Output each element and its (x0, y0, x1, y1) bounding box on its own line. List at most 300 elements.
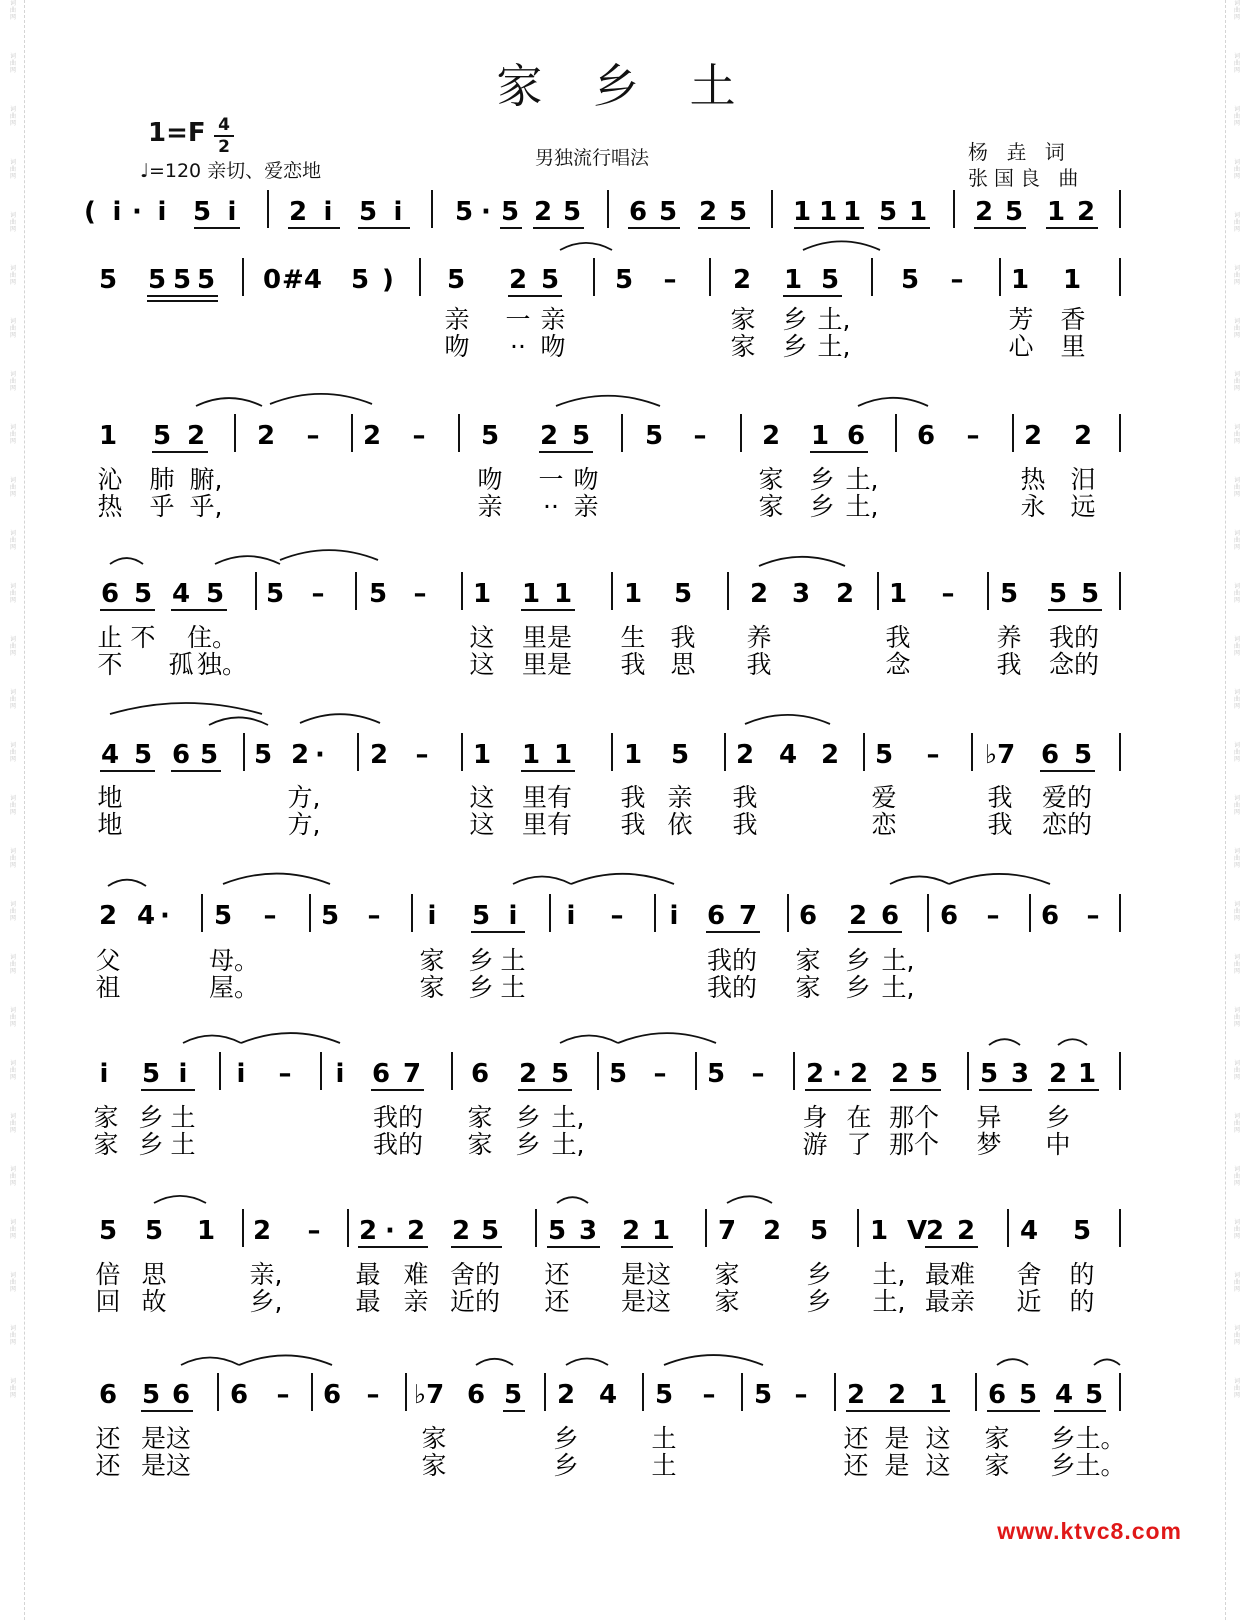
slur (566, 1358, 608, 1365)
lyric-syllable: 独。 (196, 650, 248, 679)
lyric-syllable: 土, (872, 1260, 906, 1289)
lyric-syllable: 乡 (809, 492, 835, 521)
lyric-syllable: 吻 (444, 332, 470, 361)
lyric-syllable: 乡 (1045, 1103, 1071, 1132)
note: 5 (673, 579, 693, 609)
lyric-syllable: 我的 (706, 946, 758, 975)
note: – (415, 740, 429, 770)
lyric-syllable: 这 (469, 623, 495, 652)
lyric-syllable: 我 (620, 810, 646, 839)
lyric-syllable: 依 (667, 810, 693, 839)
note: – (307, 1216, 321, 1246)
slur (949, 874, 1050, 884)
note: 5 (172, 265, 192, 295)
lyric-syllable: 思 (670, 650, 696, 679)
tempo-marking: ♩=120 亲切、爱恋地 (140, 160, 322, 182)
lyric-syllable: 乡 (806, 1287, 832, 1316)
lyric-syllable: 亲 (444, 305, 470, 334)
note: 2 (749, 579, 769, 609)
note: 2 (98, 901, 118, 931)
lyric-syllable: 家 (730, 305, 756, 334)
note: 2 (252, 1216, 272, 1246)
lyric-syllable: 家 (730, 332, 756, 361)
note: 5 (147, 265, 167, 295)
note: 6 (371, 1059, 391, 1089)
note: 2 (186, 421, 206, 451)
slur (110, 558, 143, 564)
note: 5 (753, 1380, 773, 1410)
note: 6 (98, 1380, 118, 1410)
slur (108, 880, 146, 886)
note: 4 (598, 1380, 618, 1410)
note: 2 (369, 740, 389, 770)
note: 4 (1054, 1380, 1074, 1410)
note: 2 (256, 421, 276, 451)
note: 5 (98, 265, 118, 295)
slur (557, 1197, 588, 1203)
lyric-syllable: 土, (872, 1287, 906, 1316)
note: i (508, 901, 518, 931)
lyric-syllable: 香 (1060, 305, 1086, 334)
lyric-syllable: 沁 (97, 465, 123, 494)
note: i (323, 197, 333, 227)
note: 1 (98, 421, 118, 451)
note: 1 (553, 740, 573, 770)
lyric-syllable: 我 (732, 783, 758, 812)
slur (759, 557, 845, 566)
lyric-syllable: 的 (1069, 1260, 1095, 1289)
note: – (663, 265, 677, 295)
note: 4 (171, 579, 191, 609)
lyric-syllable: 乡, (249, 1287, 283, 1316)
lyric-syllable: 我的 (1048, 623, 1100, 652)
slur (560, 1036, 618, 1043)
lyric-syllable: 里有 (521, 810, 573, 839)
lyric-syllable: 身 (802, 1103, 828, 1132)
lyric-syllable: 念的 (1048, 650, 1100, 679)
note: · (832, 1059, 842, 1089)
lyric-syllable: 是这 (140, 1451, 192, 1480)
note: 2 (974, 197, 994, 227)
lyric-syllable: 屋。 (208, 973, 260, 1002)
lyric-syllable: 汨 (1070, 465, 1096, 494)
lyric-syllable: 我 (996, 650, 1022, 679)
lyric-syllable: 永 (1020, 492, 1046, 521)
lyric-syllable: 乡 (553, 1451, 579, 1480)
lyric-syllable: 我 (885, 623, 911, 652)
note: 6 (171, 1380, 191, 1410)
note: 5 (503, 1380, 523, 1410)
lyric-syllable: 游 (802, 1130, 828, 1159)
lyric-syllable: 舍 (1016, 1260, 1042, 1289)
lyric-syllable: 还 (544, 1287, 570, 1316)
time-signature-top: 4 (218, 115, 230, 135)
slur (560, 243, 612, 250)
note: 2 (762, 1216, 782, 1246)
lyric-syllable: 土 (500, 946, 526, 975)
lyric-syllable: 土, (817, 332, 851, 361)
lyric-syllable: 家 (984, 1424, 1010, 1453)
lyric-syllable: 乡 (845, 946, 871, 975)
lyric-syllable: 乡 (782, 332, 808, 361)
lyric-syllable: 家 (93, 1130, 119, 1159)
note: 2 (890, 1059, 910, 1089)
lyric-syllable: 我 (987, 810, 1013, 839)
note: 7 (717, 1216, 737, 1246)
note: 5 (540, 265, 560, 295)
note: 5 (141, 1380, 161, 1410)
lyric-syllable: 地 (97, 783, 123, 812)
lyric-syllable: 生 (620, 623, 646, 652)
note: 2 (518, 1059, 538, 1089)
note: 6 (916, 421, 936, 451)
note: i (227, 197, 237, 227)
note: 2 (533, 197, 553, 227)
lyric-syllable: 我 (987, 783, 1013, 812)
note: 5 (480, 421, 500, 451)
note: 5 (1018, 1380, 1038, 1410)
lyric-syllable: 家 (795, 946, 821, 975)
lyric-syllable: 在 (846, 1103, 872, 1132)
lyric-syllable: 不 (130, 623, 156, 652)
note: – (1086, 901, 1100, 931)
lyric-syllable: 乡 (809, 465, 835, 494)
note: 1 (472, 579, 492, 609)
lyric-syllable: 家 (419, 973, 445, 1002)
note: 1 (521, 579, 541, 609)
note: – (413, 579, 427, 609)
note: 4 (778, 740, 798, 770)
note: 4 (1019, 1216, 1039, 1246)
note: 5 (350, 265, 370, 295)
note: 1 (1010, 265, 1030, 295)
note: 6 (798, 901, 818, 931)
lyric-syllable: 乡 (806, 1260, 832, 1289)
note: 5 (614, 265, 634, 295)
note: 5 (253, 740, 273, 770)
note: 5 (1073, 740, 1093, 770)
lyric-syllable: 土, (551, 1130, 585, 1159)
note: – (366, 1380, 380, 1410)
note: 2 (849, 1059, 869, 1089)
note: 1 (623, 740, 643, 770)
note: 5 (874, 740, 894, 770)
lyric-syllable: 我 (670, 623, 696, 652)
note: 5 (133, 740, 153, 770)
note: 6 (628, 197, 648, 227)
slur (664, 1355, 763, 1365)
lyric-syllable: 住。 (186, 623, 238, 652)
slur (997, 1359, 1028, 1365)
lyric-syllable: 土 (170, 1130, 196, 1159)
lyric-syllable: 远 (1070, 492, 1096, 521)
note: 2 (556, 1380, 576, 1410)
note: – (276, 1380, 290, 1410)
note: 2 (1048, 1059, 1068, 1089)
note: · (160, 901, 170, 931)
note: 6 (880, 901, 900, 931)
slur (209, 717, 268, 725)
lyric-syllable: 思 (141, 1260, 167, 1289)
note: · (385, 1216, 395, 1246)
note: – (278, 1059, 292, 1089)
left-watermark-strip: 词 曲 网 词 曲 网 词 曲 网 词 曲 网 词 曲 网 词 曲 网 词 曲 网 词 曲 网 词 曲 网 词 曲 网 词 曲 网 词 曲 网 词 曲 网 词 曲 网 词 曲 网 词 曲 网 词 曲 网 词 曲 网 词 曲 网 词 曲 网 词 曲 网 词 曲 网 词 曲 网 词 曲 网 词 曲 网 词 曲 网 词 曲 网 (2, 0, 25, 1620)
lyric-syllable: 乡 (782, 305, 808, 334)
note: – (950, 265, 964, 295)
lyric-syllable: 乡 (138, 1130, 164, 1159)
slur (1094, 1359, 1120, 1365)
lyric-syllable: 的 (1069, 1287, 1095, 1316)
lyric-syllable: 我的 (372, 1103, 424, 1132)
lyric-syllable: 父 (95, 946, 121, 975)
time-signature-bottom: 2 (218, 137, 230, 157)
note: · (481, 197, 491, 227)
lyric-syllable: 乡 (845, 973, 871, 1002)
note: i (669, 901, 679, 931)
lyric-syllable: 乡 (515, 1103, 541, 1132)
note: 5 (900, 265, 920, 295)
note: 5 (368, 579, 388, 609)
lyric-syllable: 近 (1016, 1287, 1042, 1316)
note: 6 (939, 901, 959, 931)
slur (154, 1196, 206, 1203)
lyric-syllable: 家 (795, 973, 821, 1002)
note: 5 (571, 421, 591, 451)
slur (110, 703, 262, 714)
lyric-syllable: 土, (845, 492, 879, 521)
note: 5 (809, 1216, 829, 1246)
note: ) (382, 265, 394, 295)
lyric-syllable: 家 (467, 1130, 493, 1159)
note: 1 (783, 265, 803, 295)
lyric-syllable: 乡土。 (1050, 1451, 1126, 1480)
lyric-syllable: 最难 (924, 1260, 976, 1289)
lyric-syllable: 我的 (372, 1130, 424, 1159)
note: 0 (262, 265, 282, 295)
note: 3 (578, 1216, 598, 1246)
note: 4 (136, 901, 156, 931)
lyric-syllable: 腑, (189, 465, 223, 494)
note: i (393, 197, 403, 227)
note: 5 (480, 1216, 500, 1246)
slur (745, 715, 830, 724)
note: 5 (141, 1059, 161, 1089)
lyric-syllable: 难 (403, 1260, 429, 1289)
note: 5 (654, 1380, 674, 1410)
note: – (702, 1380, 716, 1410)
slur (241, 1033, 340, 1043)
lyric-syllable: 了 (846, 1130, 872, 1159)
slur (476, 1359, 513, 1365)
note: 5 (878, 197, 898, 227)
note: 2 (288, 197, 308, 227)
lyric-syllable: 热 (97, 492, 123, 521)
lyric-syllable: 是 (884, 1424, 910, 1453)
note: i (178, 1059, 188, 1089)
note: 2 (956, 1216, 976, 1246)
lyric-syllable: 亲 (477, 492, 503, 521)
note: 6 (171, 740, 191, 770)
slur (270, 394, 372, 404)
note: – (966, 421, 980, 451)
lyric-syllable: 还 (95, 1451, 121, 1480)
lyric-syllable: 亲 (573, 492, 599, 521)
lyric-syllable: 土, (845, 465, 879, 494)
note: 5 (706, 1059, 726, 1089)
note: 5 (471, 901, 491, 931)
note: 5 (1072, 1216, 1092, 1246)
lyric-syllable: 最 (355, 1260, 381, 1289)
note: 2 (835, 579, 855, 609)
note: 6 (100, 579, 120, 609)
slur (1058, 1039, 1087, 1045)
lyric-syllable: 还 (544, 1260, 570, 1289)
note: 6 (466, 1380, 486, 1410)
lyric-syllable: 恋 (871, 810, 897, 839)
lyric-syllable: 家 (421, 1424, 447, 1453)
lyric-syllable: 还 (95, 1424, 121, 1453)
lyric-syllable: 祖 (95, 973, 121, 1002)
note: 1 (623, 579, 643, 609)
slur (223, 874, 330, 884)
lyric-syllable: 养 (996, 623, 1022, 652)
lyric-syllable: 是 (884, 1451, 910, 1480)
note: 1 (888, 579, 908, 609)
lyric-syllable: 土 (500, 973, 526, 1002)
lyric-syllable: 土 (651, 1451, 677, 1480)
note: 5 (152, 421, 172, 451)
performance-style: 男独流行唱法 (535, 147, 650, 169)
note: – (367, 901, 381, 931)
lyric-syllable: 母。 (208, 946, 260, 975)
lyric-syllable: 中 (1045, 1130, 1071, 1159)
note: 2 (1076, 197, 1096, 227)
lyric-syllable: 家 (421, 1451, 447, 1480)
note: 6 (846, 421, 866, 451)
note: 2 (358, 1216, 378, 1246)
note: 1 (521, 740, 541, 770)
note: 5 (205, 579, 225, 609)
lyric-syllable: 是这 (140, 1424, 192, 1453)
lyric-syllable: 舍的 (449, 1260, 501, 1289)
lyric-syllable: 这 (469, 810, 495, 839)
slur (989, 1039, 1020, 1045)
lyric-syllable: ·· (510, 332, 526, 361)
note: – (941, 579, 955, 609)
note: 3 (791, 579, 811, 609)
note: 6 (322, 1380, 342, 1410)
note: i (157, 197, 167, 227)
note: 2 (805, 1059, 825, 1089)
lyric-syllable: 是这 (620, 1260, 672, 1289)
lyric-syllable: 那个 (888, 1103, 940, 1132)
note: 2 (846, 1380, 866, 1410)
note: 2 (406, 1216, 426, 1246)
note: i (112, 197, 122, 227)
note: 5 (820, 265, 840, 295)
lyric-syllable: 异 (976, 1103, 1002, 1132)
note: 5 (1084, 1380, 1104, 1410)
note: 5 (550, 1059, 570, 1089)
slur (196, 398, 262, 406)
note: · (132, 197, 142, 227)
note: 2 (508, 265, 528, 295)
note: – (653, 1059, 667, 1089)
note: 5 (919, 1059, 939, 1089)
note: 1 (553, 579, 573, 609)
note: 5 (500, 197, 520, 227)
note: 5 (658, 197, 678, 227)
lyric-syllable: 止 (97, 623, 123, 652)
lyric-syllable: 里 (1060, 332, 1086, 361)
note: 5 (1004, 197, 1024, 227)
lyric-syllable: 我 (620, 650, 646, 679)
note: 2 (848, 901, 868, 931)
note: – (926, 740, 940, 770)
lyric-syllable: 我 (620, 783, 646, 812)
lyric-syllable: 乡 (515, 1130, 541, 1159)
note: 6 (470, 1059, 490, 1089)
lyric-syllable: 家 (714, 1260, 740, 1289)
slur (181, 1358, 239, 1365)
note: 1 (842, 197, 862, 227)
lyric-syllable: 土, (881, 973, 915, 1002)
lyric-syllable: 爱的 (1041, 783, 1093, 812)
lyric-syllable: 这 (469, 783, 495, 812)
note: 5 (265, 579, 285, 609)
note: 2 (820, 740, 840, 770)
lyric-syllable: 里是 (521, 650, 573, 679)
slur (513, 877, 571, 884)
lyric-syllable: 土, (551, 1103, 585, 1132)
slur (239, 1355, 332, 1365)
note: 2 (621, 1216, 641, 1246)
note: 1 (472, 740, 492, 770)
note: 1 (810, 421, 830, 451)
note: 5 (199, 740, 219, 770)
lyric-syllable: 孤 (168, 650, 194, 679)
lyric-syllable: 土 (651, 1424, 677, 1453)
note: 2 (887, 1380, 907, 1410)
lyric-syllable: 故 (141, 1287, 167, 1316)
lyric-syllable: 不 (97, 650, 123, 679)
slur (280, 550, 378, 560)
note: 1 (1062, 265, 1082, 295)
lyric-syllable: 家 (984, 1451, 1010, 1480)
note: ( (84, 197, 96, 227)
lyric-syllable: 一 (505, 305, 531, 334)
note: – (263, 901, 277, 931)
slur (183, 1036, 241, 1043)
lyric-syllable: 亲 (540, 305, 566, 334)
note: i (335, 1059, 345, 1089)
lyric-syllable: 里是 (521, 623, 573, 652)
site-watermark: www.ktvc8.com (997, 1518, 1182, 1544)
note: 5 (98, 1216, 118, 1246)
note: – (610, 901, 624, 931)
note: 5 (358, 197, 378, 227)
lyric-syllable: 乎, (189, 492, 223, 521)
note: 1 (651, 1216, 671, 1246)
note: 2 (1073, 421, 1093, 451)
note: 5 (1048, 579, 1068, 609)
note: 5 (979, 1059, 999, 1089)
lyric-syllable: 家 (758, 492, 784, 521)
lyric-syllable: 土, (881, 946, 915, 975)
note: 1 (196, 1216, 216, 1246)
note: 1 (1077, 1059, 1097, 1089)
note: V (906, 1216, 928, 1246)
